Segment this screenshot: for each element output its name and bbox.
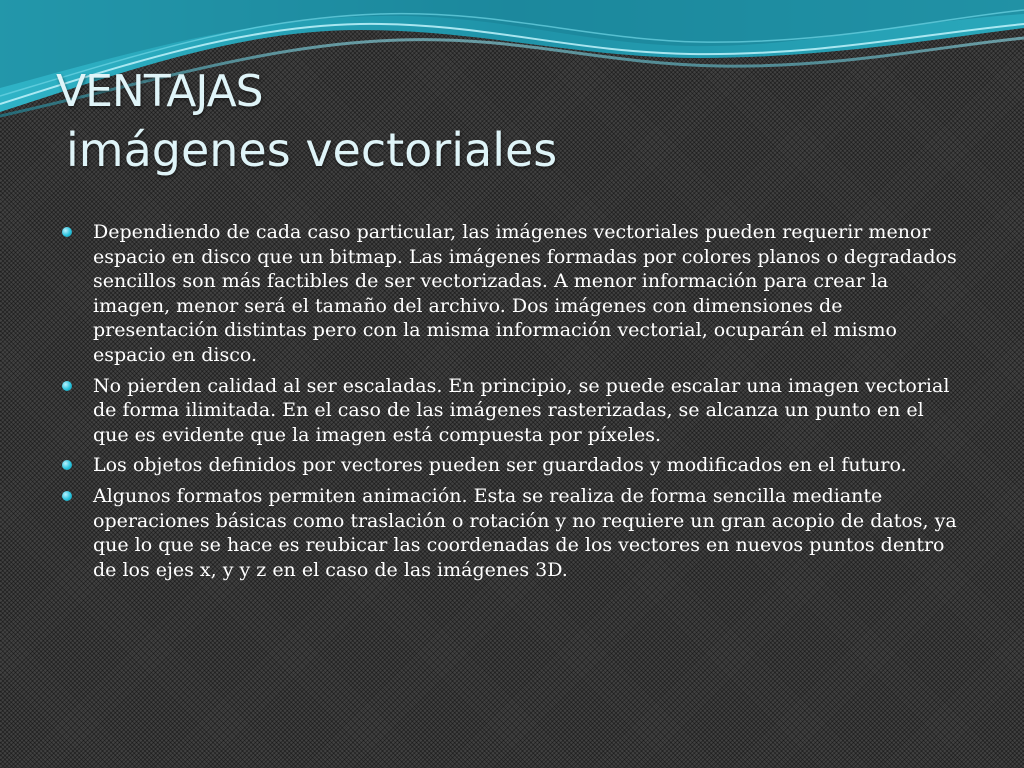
bullet-item <box>62 220 962 368</box>
bullet-item <box>62 453 962 478</box>
bullet-text: No pierden calidad al ser escaladas. En principio, se puede escalar una imagen vectorial de forma ilimitada. En el caso de las imágenes rasterizadas, se alcanza un punto en el que es evidente que la imagen está compuesta por píxeles. <box>93 374 950 446</box>
bullet-dot-icon <box>62 491 72 501</box>
title-line-1: VENTAJAS <box>56 66 263 117</box>
bullet-text: Los objetos definidos por vectores pueden ser guardados y modificados en el futuro. <box>93 454 907 477</box>
slide-title <box>56 64 996 180</box>
bullet-dot-icon <box>62 381 72 391</box>
bullet-dot-icon <box>62 460 72 470</box>
bullet-item <box>62 484 962 582</box>
bullet-list <box>62 220 962 588</box>
bullet-text: Algunos formatos permiten animación. Esta se realiza de forma sencilla mediante operaciones básicas como traslación o rotación y no requiere un gran acopio de datos, ya que lo que se hace es reubicar las coordenadas de los vectores en nuevos puntos dentro de los ejes x, y y z en el caso de las imágenes 3D. <box>93 484 957 581</box>
bullet-text: Dependiendo de cada caso particular, las imágenes vectoriales pueden requerir menor espacio en disco que un bitmap. Las imágenes formadas por colores planos o degradados sencillos son más factibles de ser vectorizadas. A menor información para crear la imagen, menor será el tamaño del archivo. Dos imágenes con dimensiones de presentación distintas pero con la misma información vectorial, ocuparán el mismo espacio en disco. <box>93 221 957 366</box>
bullet-dot-icon <box>62 227 72 237</box>
bullet-item <box>62 374 962 448</box>
title-line-2: imágenes vectoriales <box>66 123 558 177</box>
